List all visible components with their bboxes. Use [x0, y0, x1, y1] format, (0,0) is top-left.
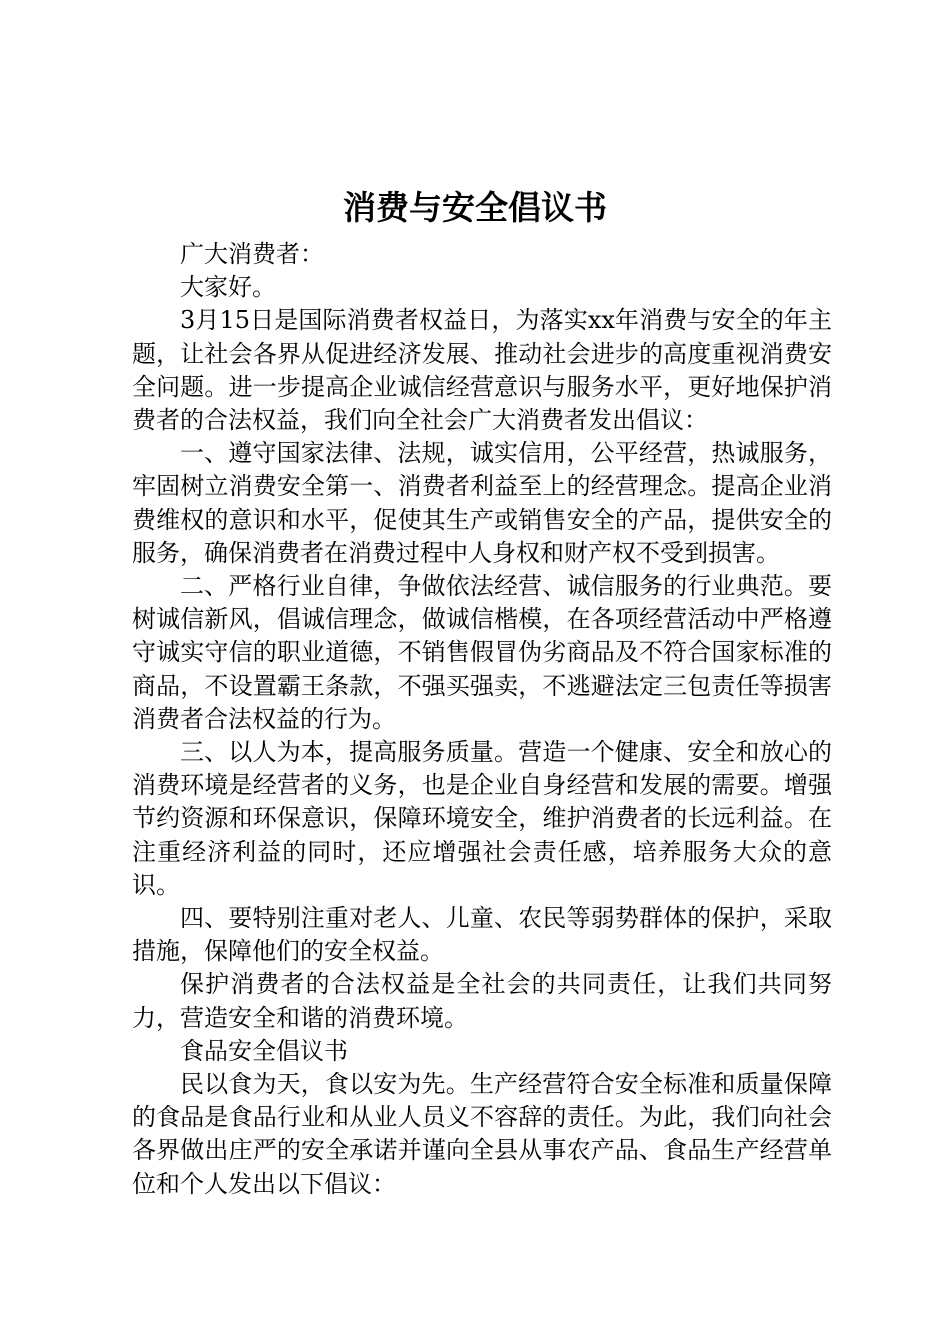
salutation: 广大消费者： — [180, 240, 324, 268]
proposal-item-2: 二、严格行业自律，争做依法经营、诚信服务的行业典范。要树诚信新风，倡诚信理念，做诚信楷模，在各项经营活动中严格遵守诚实守信的职业道德，不销售假冒伪劣商品及不符合国家标准的商品，不设置霸王条款，不强买强卖，不逃避法定三包责任等损害消费者合法权益的行为。 — [132, 572, 832, 733]
intro-paragraph: 3月15日是国际消费者权益日，为落实xx年消费与安全的年主题，让社会各界从促进经济发展、推动社会进步的高度重视消费安全问题。进一步提高企业诚信经营意识与服务水平，更好地保护消费者的合法权益，我们向全社会广大消费者发出倡议： — [132, 306, 832, 435]
section-heading: 食品安全倡议书 — [180, 1036, 348, 1065]
document-body — [132, 238, 832, 1201]
closing-paragraph: 保护消费者的合法权益是全社会的共同责任，让我们共同努力，营造安全和谐的消费环境。 — [132, 970, 832, 1032]
document-title: 消费与安全倡议书 — [343, 188, 607, 227]
greeting: 大家好。 — [180, 273, 276, 302]
food-safety-paragraph: 民以食为天，食以安为先。生产经营符合安全标准和质量保障的食品是食品行业和从业人员义不容辞的责任。为此，我们向社会各界做出庄严的安全承诺并谨向全县从事农产品、食品生产经营单位和个人发出以下倡议： — [132, 1070, 832, 1198]
proposal-item-4: 四、要特别注重对老人、儿童、农民等弱势群体的保护，采取措施，保障他们的安全权益。 — [132, 904, 832, 966]
proposal-item-3: 三、以人为本，提高服务质量。营造一个健康、安全和放心的消费环境是经营者的义务，也是企业自身经营和发展的需要。增强节约资源和环保意识，保障环境安全，维护消费者的长远利益。在注重经济利益的同时，还应增强社会责任感，培养服务大众的意识。 — [132, 738, 832, 899]
proposal-item-1: 一、遵守国家法律、法规，诚实信用，公平经营，热诚服务，牢固树立消费安全第一、消费者利益至上的经营理念。提高企业消费维权的意识和水平，促使其生产或销售安全的产品，提供安全的服务，确保消费者在消费过程中人身权和财产权不受到损害。 — [132, 439, 832, 567]
